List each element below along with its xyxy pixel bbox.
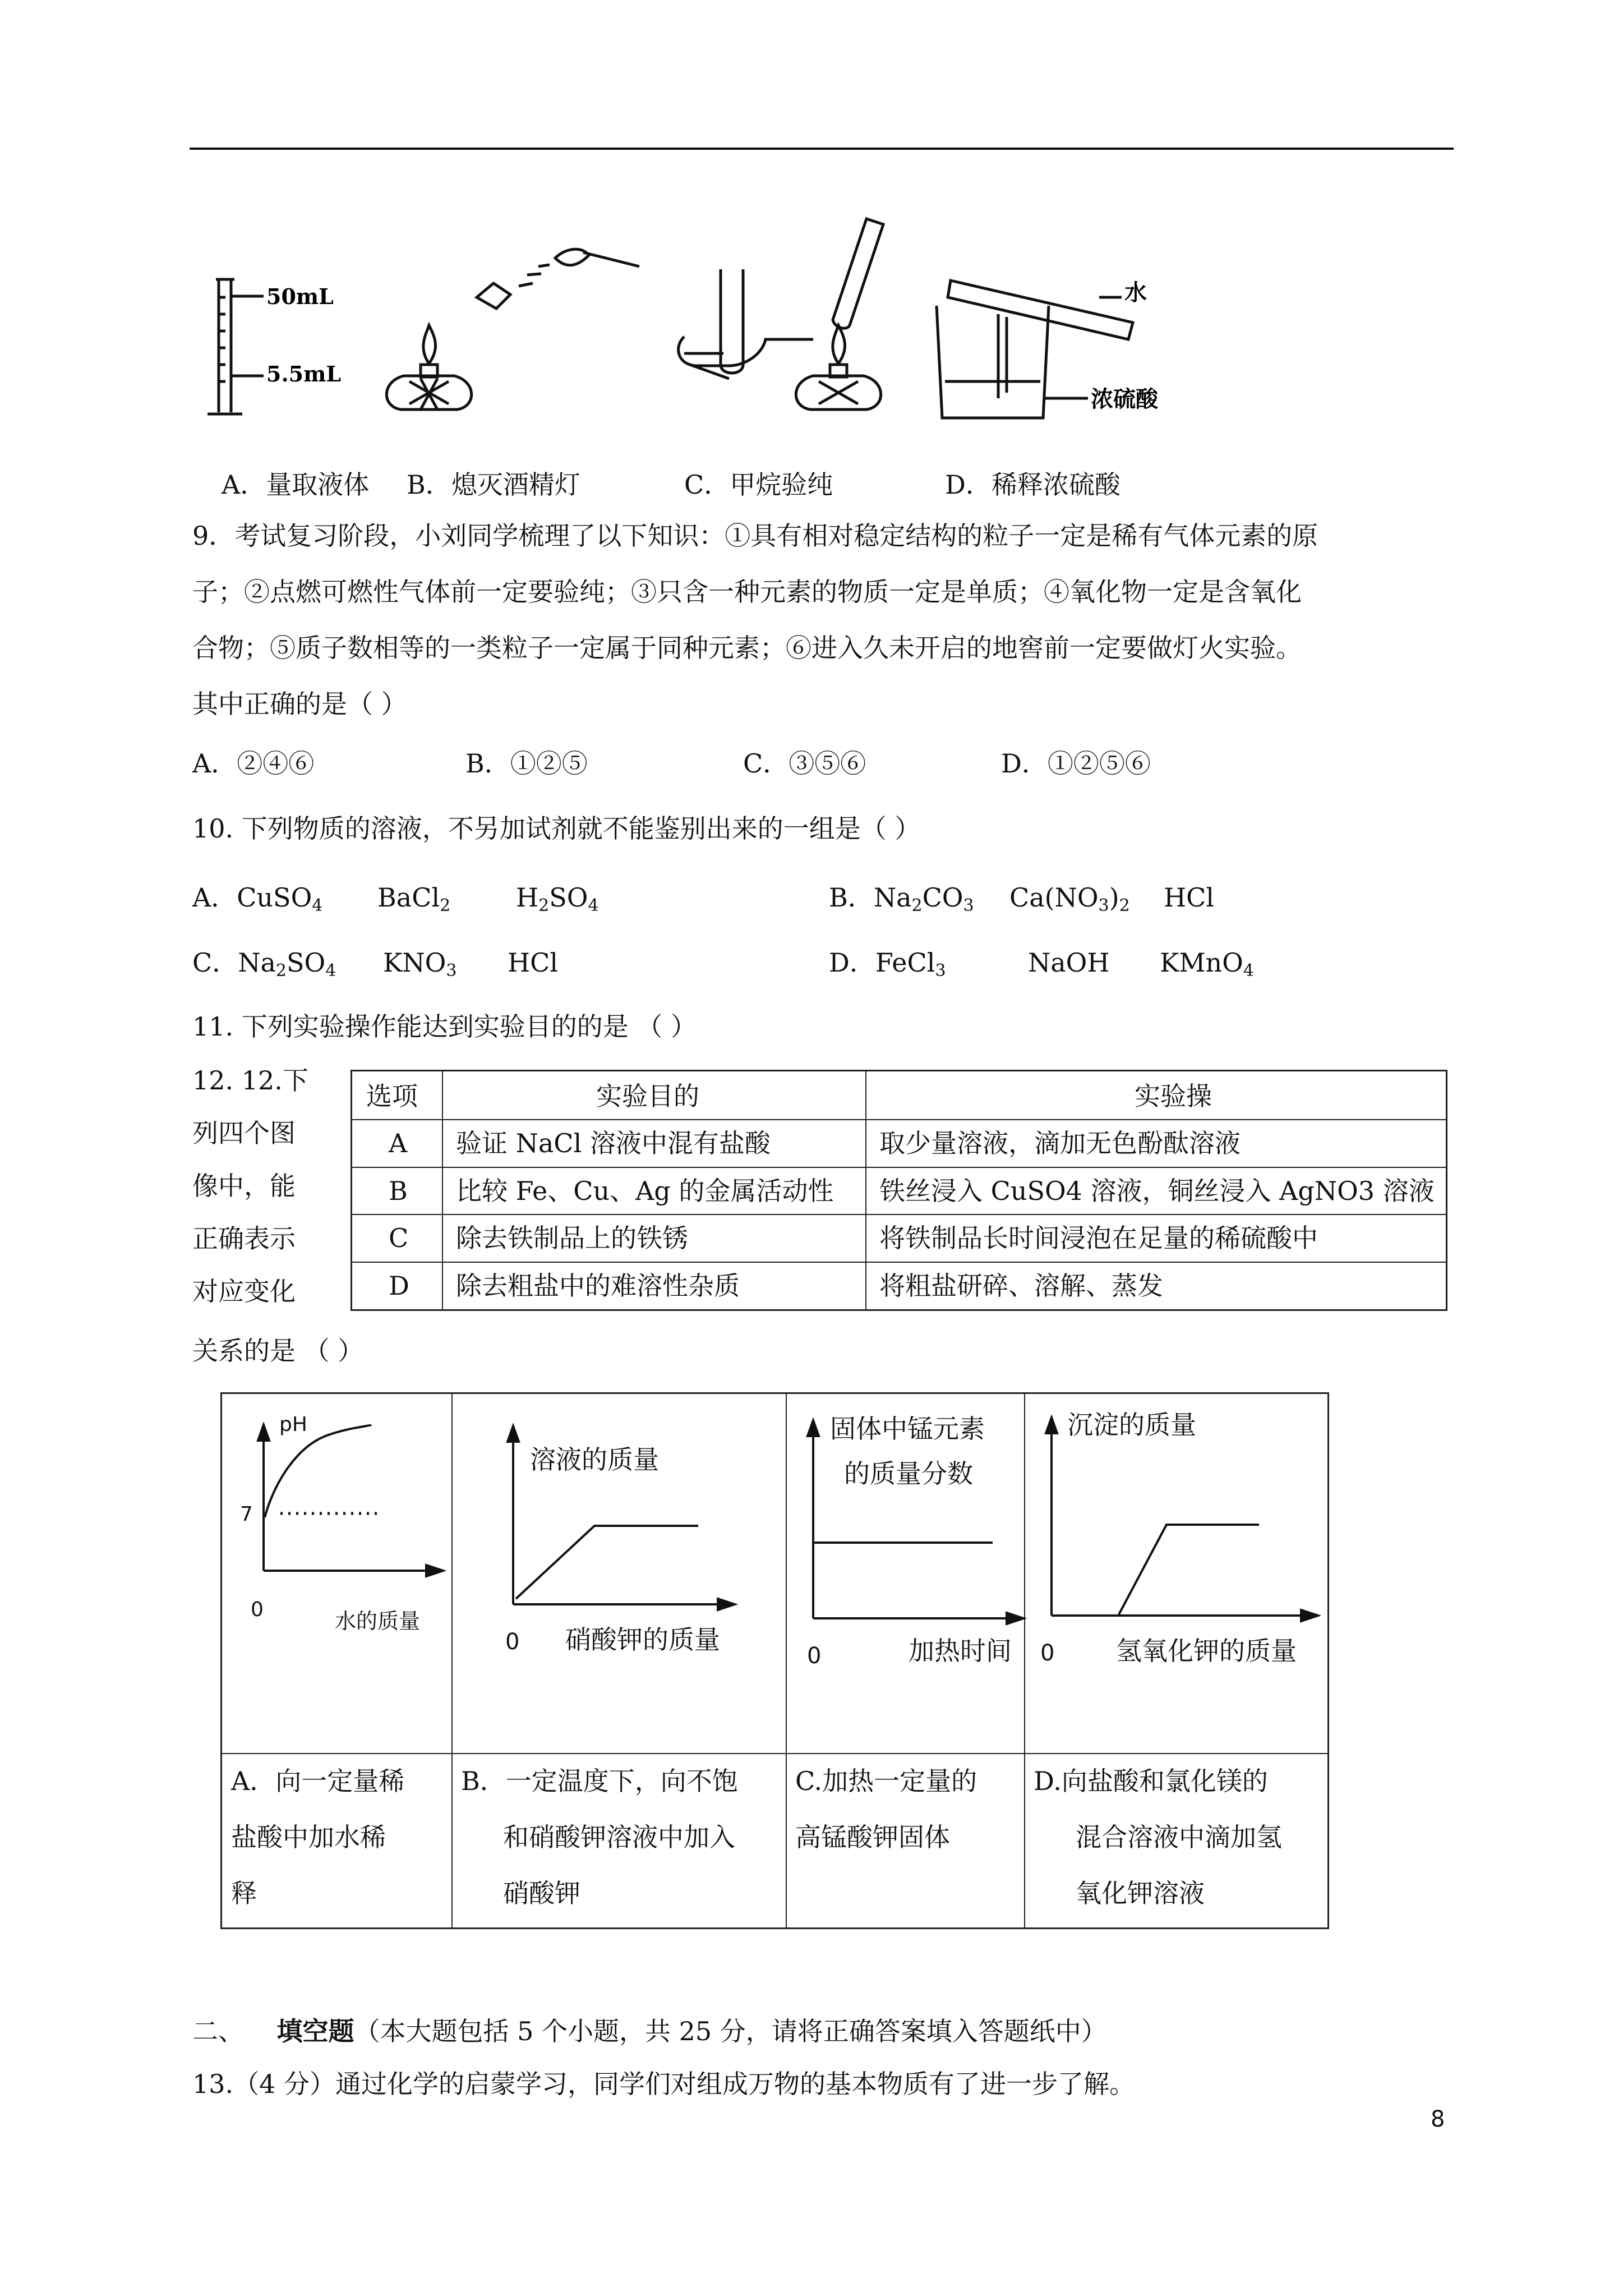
graph-c-caption: C.加热一定量的 高锰酸钾固体 <box>795 1766 978 1852</box>
graduated-cylinder-icon <box>208 279 264 414</box>
q11-row-b-op: 铁丝浸入 CuSO4 溶液，铜丝浸入 AgNO3 溶液 <box>879 1176 1435 1206</box>
q10-a-bacl2: BaCl$_2$ <box>377 882 451 915</box>
q9-option-d: D．①②⑤⑥ <box>1001 748 1151 779</box>
graph-c-ylabel-2: 的质量分数 <box>844 1458 973 1489</box>
q12-stem-line-1: 12. 12.下 <box>192 1065 308 1096</box>
q10-option-b: B．$Na_2CO_3$ <box>829 882 974 915</box>
q12-stem-line-3: 像中，能 <box>192 1171 296 1201</box>
q11-header-goal: 实验目的 <box>596 1081 699 1111</box>
q12-stem-line-2: 列四个图 <box>192 1118 296 1148</box>
q10-stem: 10. 下列物质的溶液，不另加试剂就不能鉴别出来的一组是（ ） <box>192 813 921 844</box>
graph-c-ylabel-1: 固体中锰元素 <box>830 1414 985 1444</box>
q11-row-b-letter: B <box>389 1176 408 1206</box>
graph-d-caption: D.向盐酸和氯化镁的 混合溶液中滴加氢 氧化钾溶液 <box>1034 1766 1282 1908</box>
graph-c-xlabel: 加热时间 <box>909 1636 1012 1666</box>
apparatus-option-a: A．量取液体 <box>222 470 370 500</box>
q11-header-option: 选项 <box>366 1081 418 1111</box>
q11-table <box>351 1070 1447 1311</box>
graph-d-ylabel: 沉淀的质量 <box>1067 1410 1196 1440</box>
q10-c-kno3: $KNO_3$ <box>383 947 457 981</box>
header-rule <box>190 148 1454 150</box>
apparatus-option-c: C．甲烷验纯 <box>684 470 833 500</box>
graph-b-origin: 0 <box>505 1629 520 1655</box>
q10-d-naoh: NaOH <box>1028 947 1110 978</box>
graph-a-origin: 0 <box>251 1598 264 1621</box>
q9-option-b: B．①②⑤ <box>465 748 588 779</box>
q9-line-1: 9．考试复习阶段，小刘同学梳理了以下知识：①具有相对稳定结构的粒子一定是稀有气体元素的原 <box>192 521 1318 551</box>
q11-header-operation: 实验操 <box>1135 1081 1212 1111</box>
q11-row-d-op: 将粗盐研碎、溶解、蒸发 <box>879 1271 1163 1301</box>
label-water: 水 <box>1124 279 1147 306</box>
q13-stem: 13.（4 分）通过化学的启蒙学习，同学们对组成万物的基本物质有了进一步了解。 <box>192 2069 1136 2099</box>
graph-d-xlabel: 氢氧化钾的质量 <box>1116 1636 1297 1666</box>
q9-line-3: 合物；⑤质子数相等的一类粒子一定属于同种元素；⑥进入久未开启的地窖前一定要做灯火实验。 <box>192 633 1302 663</box>
apparatus-option-b: B．熄灭酒精灯 <box>407 470 580 500</box>
q9-option-c: C．③⑤⑥ <box>743 748 866 779</box>
graph-a-ylabel: pH <box>279 1413 307 1436</box>
q10-c-hcl: HCl <box>508 947 559 978</box>
q11-row-a-op: 取少量溶液，滴加无色酚酞溶液 <box>879 1128 1241 1158</box>
alcohol-lamp-icon <box>796 219 883 409</box>
q10-option-d: D．FeCl$_3$ <box>829 947 946 981</box>
q11-row-a-letter: A <box>389 1128 408 1158</box>
graph-b-ylabel: 溶液的质量 <box>530 1444 659 1475</box>
graph-a <box>224 1397 449 1621</box>
apparatus-option-d: D．稀释浓硫酸 <box>945 470 1121 500</box>
label-conc-acid: 浓硫酸 <box>1091 386 1158 412</box>
q10-b-hcl: HCl <box>1164 882 1215 913</box>
section-2-heading: 二、 填空题（本大题包括 5 个小题，共 25 分，请将正确答案填入答题纸中） <box>192 2016 1107 2046</box>
q11-row-c-letter: C <box>389 1223 409 1253</box>
q12-stem-line-6: 关系的是 （ ） <box>192 1336 364 1366</box>
q10-d-kmno4: KMnO$_4$ <box>1160 947 1254 981</box>
q11-stem: 11. 下列实验操作能达到实验目的的是 （ ） <box>192 1011 697 1042</box>
q12-stem-line-4: 正确表示 <box>192 1223 296 1254</box>
q11-row-d-goal: 除去粗盐中的难溶性杂质 <box>456 1271 740 1301</box>
graph-b <box>460 1397 740 1621</box>
graph-c-origin: 0 <box>807 1643 822 1669</box>
apparatus-figure <box>191 213 1424 438</box>
q9-option-a: A．②④⑥ <box>192 748 315 779</box>
q11-row-d-letter: D <box>389 1271 409 1301</box>
graph-a-xlabel: 水的质量 <box>335 1609 421 1634</box>
label-50ml: 50mL <box>266 284 334 309</box>
q11-row-c-op: 将铁制品长时间浸泡在足量的稀硫酸中 <box>879 1223 1318 1253</box>
q12-stem-line-5: 对应变化 <box>192 1276 296 1306</box>
graph-d-origin: 0 <box>1040 1640 1055 1666</box>
q10-b-canos: $Ca(NO_3)_2$ <box>1009 882 1130 915</box>
q11-row-c-goal: 除去铁制品上的铁锈 <box>456 1223 688 1253</box>
hand-test-tube-icon <box>679 269 813 379</box>
q10-option-c: C．$Na_2SO_4$ <box>192 947 336 981</box>
q10-option-a: A．CuSO$_4$ <box>192 882 323 915</box>
graph-b-caption: B．一定温度下，向不饱 和硝酸钾溶液中加入 硝酸钾 <box>461 1766 738 1908</box>
q9-line-4: 其中正确的是（ ） <box>192 689 407 719</box>
alcohol-lamp-icon <box>386 249 639 409</box>
graph-a-tick-7: 7 <box>240 1503 253 1526</box>
q11-row-a-goal: 验证 NaCl 溶液中混有盐酸 <box>456 1128 771 1158</box>
q11-row-b-goal: 比较 Fe、Cu、Ag 的金属活动性 <box>456 1176 834 1206</box>
graph-a-caption: A．向一定量稀 盐酸中加水稀 释 <box>231 1766 405 1908</box>
label-5-5ml: 5.5mL <box>266 361 342 386</box>
page-number: 8 <box>1431 2106 1445 2132</box>
graph-b-xlabel: 硝酸钾的质量 <box>565 1625 720 1655</box>
q9-line-2: 子；②点燃可燃性气体前一定要验纯；③只含一种元素的物质一定是单质；④氧化物一定是含氧化 <box>192 577 1302 607</box>
q10-a-h2so4: $H_2SO_4$ <box>516 882 599 915</box>
